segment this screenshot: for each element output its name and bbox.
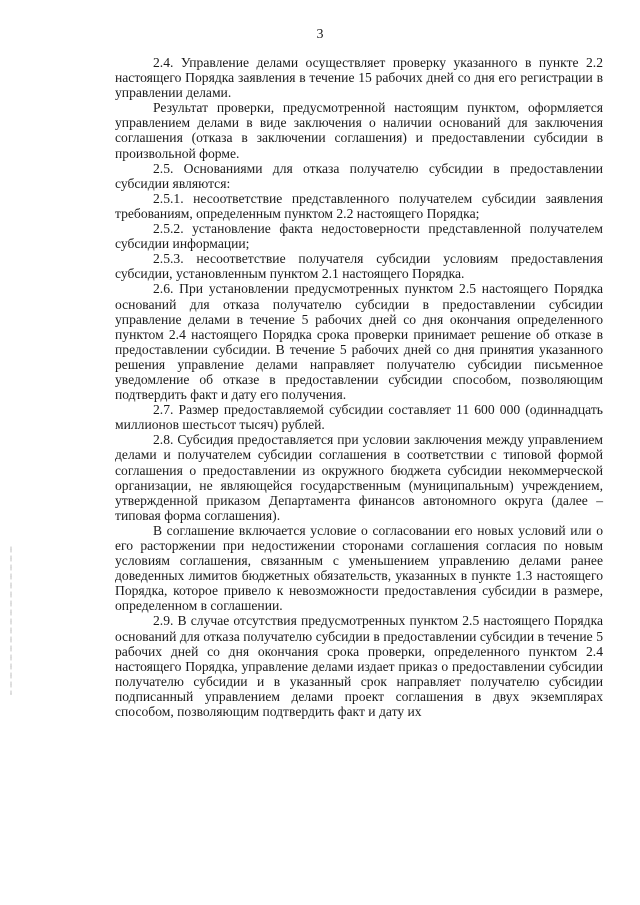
paragraph-2-5: 2.5. Основаниями для отказа получателю субсидии в предоставлении субсидии являются: bbox=[115, 160, 603, 191]
scan-margin-artifact bbox=[10, 545, 12, 695]
paragraph-2-9: 2.9. В случае отсутствия предусмотренных пунктом 2.5 настоящего Порядка оснований для отказа получателю субсидии в предоставлении субсидии в течение 5 рабочих дней со дня окончания срока проверки, определенного пунктом 2.4 настоящего Порядка, управление делами издает приказ о предоставлении субсидии получателю субсидии и в указанный срок направляет получателю субсидии подписанный управлением делами проект соглашения в двух экземплярах способом, позволяющим подтвердить факт и дату их bbox=[115, 613, 603, 720]
paragraph-2-4: 2.4. Управление делами осуществляет проверку указанного в пункте 2.2 настоящего Порядка заявления в течение 15 рабочих дней со дня его регистрации в управлении делами. bbox=[115, 55, 603, 101]
paragraph-2-8: 2.8. Субсидия предоставляется при условии заключения между управлением делами и получателем субсидии соглашения в соответствии с типовой формой соглашения о предоставлении из окружного бюджета субсидии некоммерческой организации, не являющейся государственным (муниципальным) учреждением, утвержденной приказом Департамента финансов автономного округа (далее – типовая форма соглашения). bbox=[115, 432, 603, 523]
paragraph-2-5-3: 2.5.3. несоответствие получателя субсидии условиям предоставления субсидии, установленным пунктом 2.1 настоящего Порядка. bbox=[115, 251, 603, 282]
document-body bbox=[115, 55, 603, 719]
paragraph-2-7: 2.7. Размер предоставляемой субсидии составляет 11 600 000 (одиннадцать миллионов шестьсот тысяч) рублей. bbox=[115, 402, 603, 433]
paragraph-2-4-result: Результат проверки, предусмотренной настоящим пунктом, оформляется управлением делами в виде заключения о наличии оснований для заключения соглашения (отказа в заключении соглашения) и предоставлении субсидии в произвольной форме. bbox=[115, 100, 603, 161]
paragraph-2-5-1: 2.5.1. несоответствие представленного получателем субсидии заявления требованиям, определенным пунктом 2.2 настоящего Порядка; bbox=[115, 190, 603, 221]
paragraph-2-5-2: 2.5.2. установление факта недостоверности представленной получателем субсидии информации; bbox=[115, 221, 603, 252]
paragraph-2-6: 2.6. При установлении предусмотренных пунктом 2.5 настоящего Порядка оснований для отказа получателю субсидии в предоставлении субсидии управление делами в течение 5 рабочих дней со дня окончания определенного пунктом 2.4 настоящего Порядка срока проверки принимает решение об отказе в предоставлении субсидии. В течение 5 рабочих дней со дня принятия указанного решения управление делами направляет получателю субсидии письменное уведомление об отказе в предоставлении субсидии способом, позволяющим подтвердить факт и дату его получения. bbox=[115, 281, 603, 403]
page-number: 3 bbox=[316, 27, 324, 42]
paragraph-2-8-agreement: В соглашение включается условие о согласовании его новых условий или о его расторжении при недостижении сторонами соглашения согласия по новым условиям соглашения, связанным с уменьшением управлению делами ранее доведенных лимитов бюджетных обязательств, указанных в пункте 1.3 настоящего Порядка, которое привело к невозможности предоставления субсидии в размере, определенном в соглашении. bbox=[115, 522, 603, 614]
